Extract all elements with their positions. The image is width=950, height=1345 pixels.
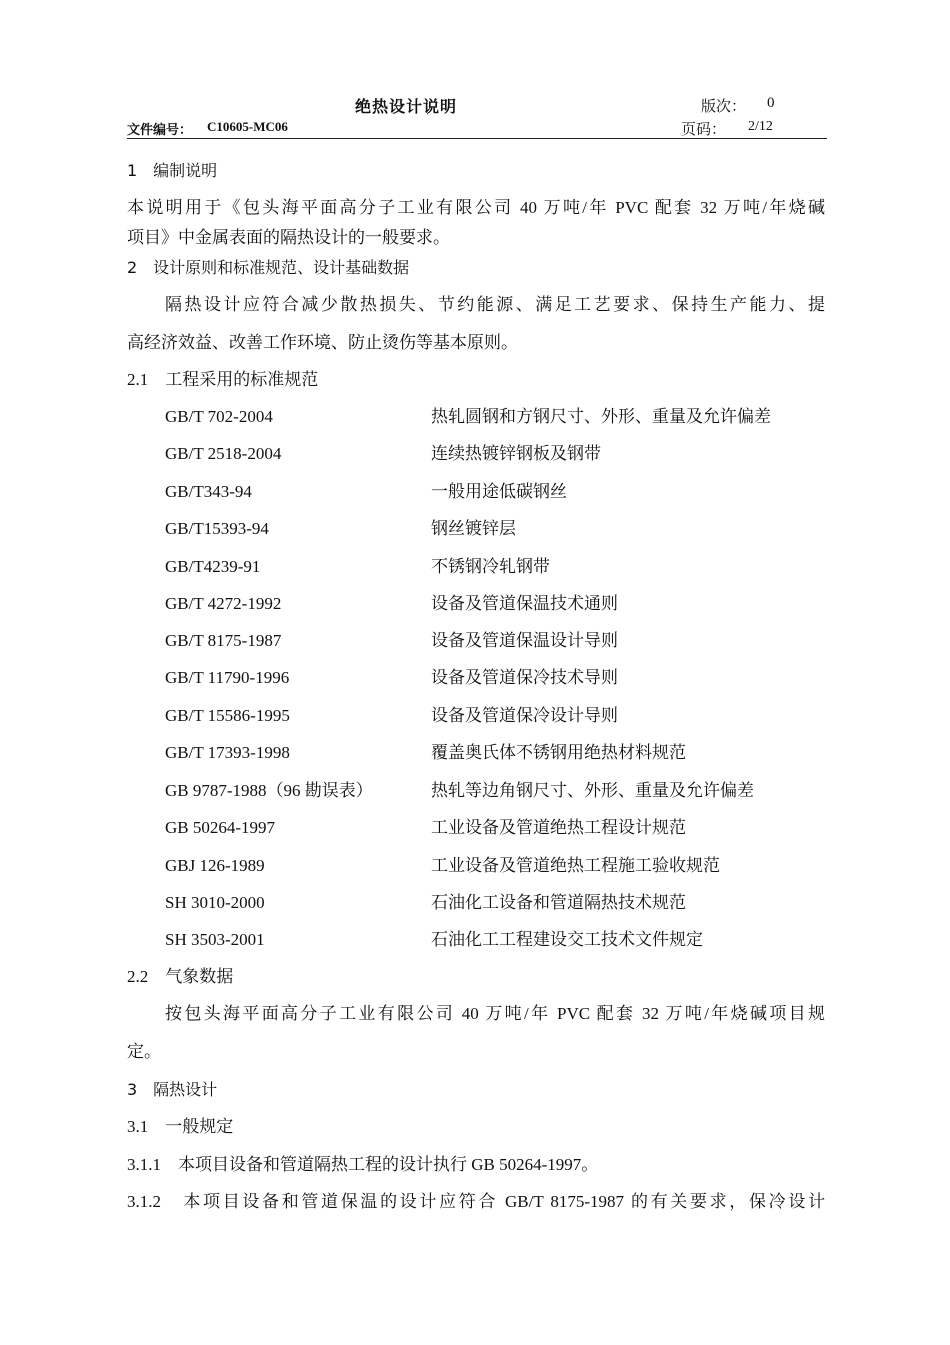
standard-code: GB/T 17393-1998 — [165, 743, 290, 762]
page-header — [127, 90, 827, 140]
standard-code: GBJ 126-1989 — [165, 856, 265, 875]
standard-name: 工业设备及管道绝热工程设计规范 — [431, 818, 686, 837]
header-divider — [127, 138, 827, 139]
page-number-label: 页码： — [681, 120, 727, 138]
standard-code: GB/T4239-91 — [165, 557, 261, 576]
doc-number-label: 文件编号： — [127, 123, 193, 138]
standard-code: GB/T 15586-1995 — [165, 706, 290, 725]
standard-name: 热轧圆钢和方钢尺寸、外形、重量及允许偏差 — [431, 407, 771, 426]
section-2-2-heading: 2.2 气象数据 — [127, 967, 234, 986]
section-3-1-heading: 3.1 一般规定 — [127, 1117, 234, 1136]
section-2-1-heading: 2.1 工程采用的标准规范 — [127, 370, 319, 389]
standard-name: 设备及管道保温技术通则 — [431, 594, 618, 613]
section-2-2-paragraph-line-2: 定。 — [127, 1042, 161, 1061]
standard-name: 热轧等边角钢尺寸、外形、重量及允许偏差 — [431, 781, 754, 800]
standard-code: GB/T343-94 — [165, 482, 252, 501]
item-3-1-2: 3.1.2 本项目设备和管道保温的设计应符合 GB/T 8175-1987 的有关要求，保冷设计 — [127, 1192, 825, 1211]
section-1-paragraph-line-1: 本说明用于《包头海平面高分子工业有限公司 40 万吨/年 PVC 配套 32 万吨/年烧碱 — [127, 198, 825, 217]
standard-code: GB/T15393-94 — [165, 519, 269, 538]
page-number-value: 2/12 — [748, 119, 773, 134]
item-3-1-1: 3.1.1 本项目设备和管道隔热工程的设计执行 GB 50264-1997。 — [127, 1155, 599, 1174]
section-2-heading: 2 设计原则和标准规范、设计基础数据 — [127, 258, 410, 277]
standard-code: GB 50264-1997 — [165, 818, 276, 837]
standard-code: GB/T 8175-1987 — [165, 631, 282, 650]
standard-name: 不锈钢冷轧钢带 — [431, 557, 550, 576]
standard-code: GB/T 4272-1992 — [165, 594, 282, 613]
standard-code: GB/T 11790-1996 — [165, 668, 290, 687]
standard-code: GB/T 2518-2004 — [165, 444, 282, 463]
standard-code: SH 3503-2001 — [165, 930, 265, 949]
standard-name: 覆盖奥氏体不锈钢用绝热材料规范 — [431, 743, 686, 762]
standard-name: 设备及管道保冷技术导则 — [431, 668, 618, 687]
section-3-heading: 3 隔热设计 — [127, 1080, 218, 1099]
standard-name: 钢丝镀锌层 — [431, 519, 516, 538]
document-title: 绝热设计说明 — [355, 97, 458, 116]
standard-code: GB/T 702-2004 — [165, 407, 273, 426]
standard-code: GB 9787-1988（96 勘误表） — [165, 781, 373, 800]
doc-number-value: C10605-MC06 — [207, 119, 288, 134]
standard-name: 设备及管道保温设计导则 — [431, 631, 618, 650]
section-2-2-paragraph-line-1: 按包头海平面高分子工业有限公司 40 万吨/年 PVC 配套 32 万吨/年烧碱项目规 — [165, 1004, 825, 1023]
standard-name: 石油化工工程建设交工技术文件规定 — [431, 930, 703, 949]
standard-name: 石油化工设备和管道隔热技术规范 — [431, 893, 686, 912]
standard-name: 设备及管道保冷设计导则 — [431, 706, 618, 725]
standard-name: 连续热镀锌钢板及钢带 — [431, 444, 601, 463]
section-1-paragraph-line-2: 项目》中金属表面的隔热设计的一般要求。 — [127, 228, 450, 247]
standard-name: 工业设备及管道绝热工程施工验收规范 — [431, 856, 720, 875]
standard-name: 一般用途低碳钢丝 — [431, 482, 567, 501]
standard-code: SH 3010-2000 — [165, 893, 265, 912]
revision-value: 0 — [767, 95, 775, 111]
section-2-paragraph-line-1: 隔热设计应符合减少散热损失、节约能源、满足工艺要求、保持生产能力、提 — [165, 295, 825, 314]
section-2-paragraph-line-2: 高经济效益、改善工作环境、防止烫伤等基本原则。 — [127, 333, 518, 352]
section-1-heading: 1 编制说明 — [127, 161, 218, 180]
revision-label: 版次： — [701, 97, 747, 115]
